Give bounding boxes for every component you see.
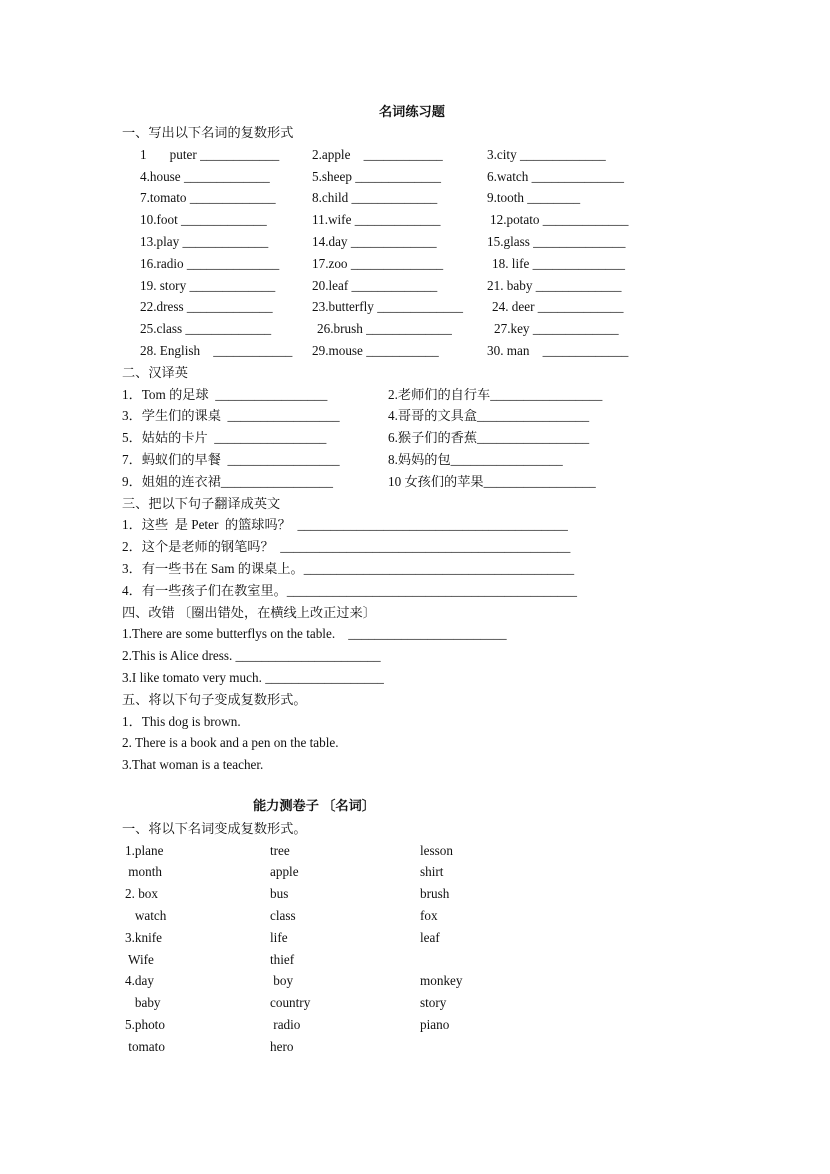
exercise-item: 3．有一些书在 Sam 的课桌上。_________________________________________ (122, 561, 575, 576)
exercise-row (0, 514, 830, 536)
word-item: fox (420, 908, 438, 923)
exercise-item: 3．学生们的课桌 _________________ (122, 408, 340, 424)
exercise-item: 30. man _____________ (487, 343, 629, 358)
word-row (0, 949, 830, 971)
exercise-item: 3.I like tomato very much. __________________ (122, 670, 384, 685)
exercise-item: 11.wife _____________ (312, 212, 441, 228)
exercise-item: 4．有一些孩子们在教室里。____________________________________________ (122, 582, 577, 598)
word-item: class (270, 908, 296, 923)
exercise-item: 7.tomato _____________ (140, 190, 276, 206)
exercise-item: 4.哥哥的文具盒_________________ (388, 408, 590, 424)
exercise-row (0, 405, 830, 427)
exercise-row (0, 711, 830, 733)
word-item: country (270, 995, 311, 1011)
word-item: monkey (420, 973, 463, 989)
exercise-item: 9.tooth ________ (487, 190, 581, 206)
word-item: tomato (125, 1038, 165, 1054)
section-heading: 五、将以下句子变成复数形式。 (122, 691, 307, 707)
exercise-item: 8.child _____________ (312, 190, 438, 206)
word-row (0, 883, 830, 905)
exercise-item: 3.city _____________ (487, 146, 606, 162)
exercise-item: 5．姑姑的卡片 _________________ (122, 430, 327, 446)
word-row (0, 992, 830, 1014)
word-item: lesson (420, 842, 453, 858)
exercise-row (0, 558, 830, 580)
word-row (0, 905, 830, 927)
word-item: boy (270, 973, 294, 989)
test-title: 能力测卷子 〔名词〕 (253, 798, 375, 813)
word-item: thief (270, 951, 295, 967)
word-item: watch (125, 908, 167, 923)
word-item: 5.photo (125, 1017, 165, 1032)
exercise-item: 1.There are some butterflys on the table. ________________________ (122, 626, 507, 642)
exercise-item: 26.brush _____________ (317, 321, 452, 337)
exercise-item: 15.glass ______________ (487, 234, 626, 249)
word-row (0, 840, 830, 862)
exercise-item: 8.妈妈的包_________________ (388, 452, 563, 467)
exercise-row (0, 231, 830, 253)
exercise-item: 1 puter ____________ (140, 146, 280, 162)
exercise-item: 13.play _____________ (140, 234, 269, 249)
exercise-row (0, 253, 830, 275)
word-item: brush (420, 886, 450, 902)
word-item: hero (270, 1038, 294, 1054)
exercise-item: 16.radio ______________ (140, 255, 280, 271)
test-heading (0, 818, 830, 840)
exercise-item: 2.This is Alice dress. ______________________ (122, 648, 381, 664)
exercise-item: 28. English ____________ (140, 343, 293, 358)
word-item: 2. box (125, 886, 158, 902)
section-2-heading (0, 362, 830, 384)
exercise-item: 17.zoo ______________ (312, 255, 444, 271)
exercise-row (0, 471, 830, 493)
word-row (0, 1014, 830, 1036)
exercise-row (0, 340, 830, 362)
exercise-item: 10 女孩们的苹果_________________ (388, 473, 596, 489)
exercise-item: 22.dress _____________ (140, 299, 273, 315)
exercise-row (0, 275, 830, 297)
part5-heading (0, 689, 830, 711)
exercise-row (0, 318, 830, 340)
exercise-item: 1．这些 是 Peter 的篮球吗？ _________________________________________ (122, 517, 568, 533)
exercise-item: 2．这个是老师的钢笔吗？ ____________________________________________ (122, 539, 571, 555)
exercise-item: 6.watch ______________ (487, 168, 624, 184)
exercise-item: 5.sheep _____________ (312, 168, 441, 184)
exercise-item: 12.potato _____________ (490, 212, 629, 228)
exercise-item: 4.house _____________ (140, 168, 270, 184)
exercise-item: 23.butterfly _____________ (312, 299, 463, 315)
exercise-item: 2. There is a book and a pen on the table. (122, 735, 339, 751)
exercise-item: 21. baby _____________ (487, 277, 622, 293)
exercise-row (0, 645, 830, 667)
exercise-item: 9．姐姐的连衣裙_________________ (122, 473, 333, 489)
section-heading: 一、写出以下名词的复数形式 (122, 125, 294, 140)
page-title: 名词练习题 (379, 104, 445, 119)
exercise-item: 18. life ______________ (492, 255, 625, 271)
word-item: shirt (420, 864, 444, 880)
section-heading: 一、将以下名词变成复数形式。 (122, 820, 307, 836)
word-item: baby (125, 995, 161, 1011)
section-heading: 三、把以下句子翻译成英文 (122, 495, 281, 511)
word-item: story (420, 995, 447, 1011)
exercise-item: 24. deer _____________ (492, 299, 624, 315)
word-item: tree (270, 842, 290, 858)
word-item: apple (270, 864, 299, 880)
exercise-row (0, 667, 830, 689)
exercise-item: 7．蚂蚁们的早餐 _________________ (122, 452, 340, 467)
section-heading: 四、改错 〔圈出错处，在横线上改正过来〕 (122, 604, 376, 620)
exercise-row (0, 754, 830, 776)
exercise-row (0, 427, 830, 449)
exercise-row (0, 536, 830, 558)
exercise-item: 20.leaf _____________ (312, 277, 438, 293)
exercise-row (0, 166, 830, 188)
exercise-item: 29.mouse ___________ (312, 343, 439, 358)
exercise-row (0, 296, 830, 318)
word-row (0, 1036, 830, 1058)
word-item: month (125, 864, 162, 880)
exercise-item: 10.foot _____________ (140, 212, 267, 228)
part3-heading (0, 493, 830, 515)
word-row (0, 861, 830, 883)
exercise-item: 25.class _____________ (140, 321, 272, 337)
exercise-item: 1．Tom 的足球 _________________ (122, 386, 328, 402)
word-item: radio (270, 1017, 301, 1032)
exercise-row (0, 384, 830, 406)
word-item: 4.day (125, 973, 154, 989)
word-item: Wife (125, 951, 154, 967)
exercise-item: 19. story _____________ (140, 277, 276, 293)
exercise-item: 27.key _____________ (494, 321, 619, 337)
exercise-row (0, 623, 830, 645)
exercise-item: 14.day _____________ (312, 234, 437, 249)
word-item: 3.knife (125, 929, 162, 945)
exercise-row (0, 144, 830, 166)
exercise-row (0, 209, 830, 231)
exercise-item: 3.That woman is a teacher. (122, 757, 264, 773)
exercise-item: 2.老师们的自行车_________________ (388, 386, 603, 402)
part4-heading (0, 602, 830, 624)
section-heading: 二、汉译英 (122, 364, 188, 380)
word-item: bus (270, 886, 289, 902)
title-line (0, 101, 830, 123)
word-item: piano (420, 1017, 450, 1032)
word-row (0, 970, 830, 992)
exercise-row (0, 732, 830, 754)
exercise-item: 6.猴子们的香蕉_________________ (388, 430, 590, 446)
exercise-row (0, 187, 830, 209)
exercise-row (0, 449, 830, 471)
section-1-heading (0, 122, 830, 144)
word-item: leaf (420, 929, 440, 945)
test-title-line (0, 795, 830, 817)
word-item: life (270, 929, 288, 945)
word-row (0, 927, 830, 949)
word-item: 1.plane (125, 842, 164, 858)
exercise-item: 2.apple ____________ (312, 146, 443, 162)
exercise-row (0, 580, 830, 602)
exercise-item: 1．This dog is brown. (122, 713, 241, 729)
